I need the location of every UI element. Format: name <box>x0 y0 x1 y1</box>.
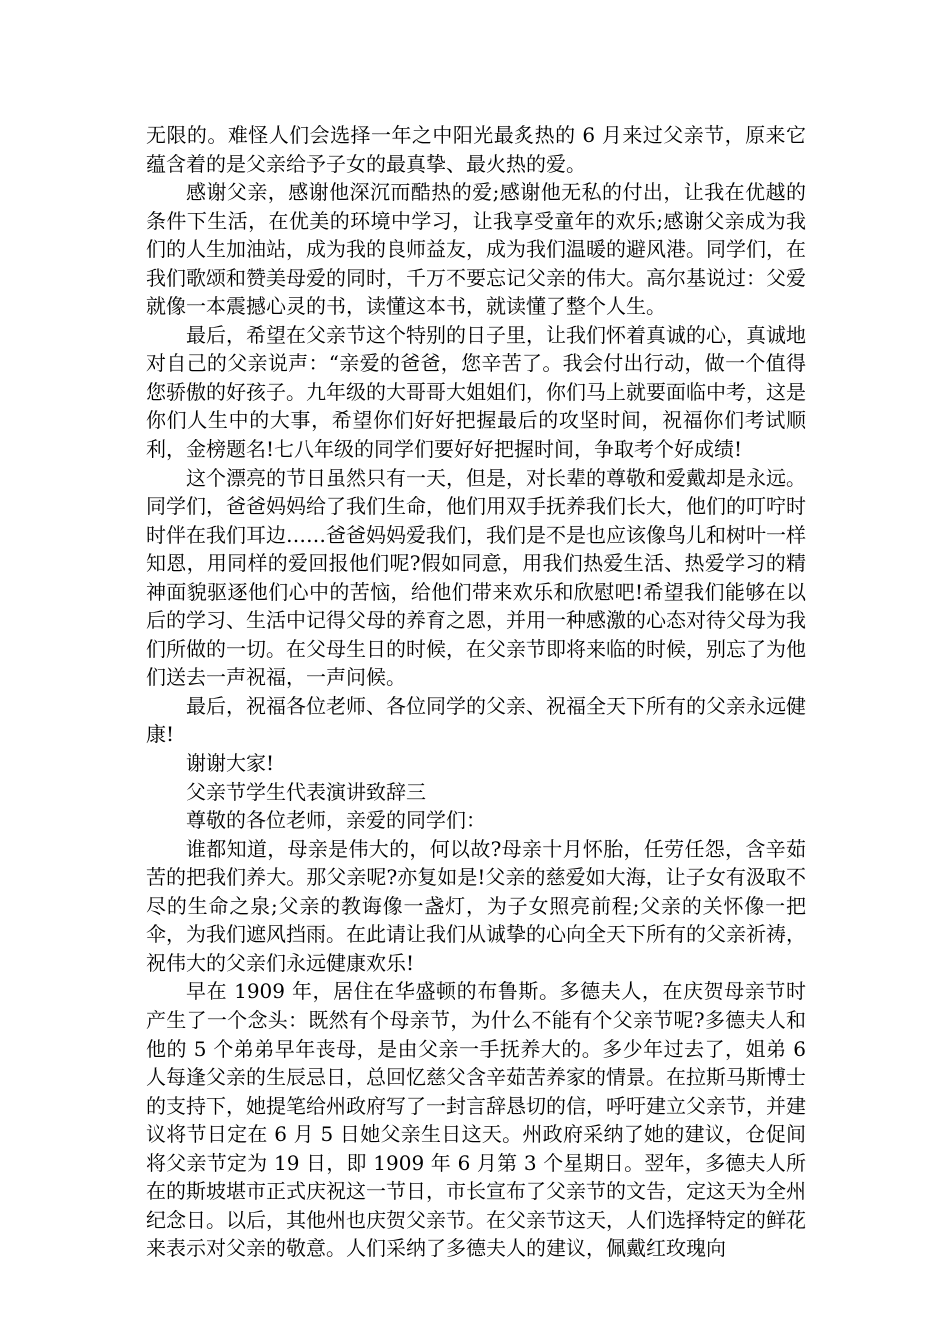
section-heading: 父亲节学生代表演讲致辞三 <box>186 779 426 804</box>
paragraph-10: 早在 1909 年，居住在华盛顿的布鲁斯。多德夫人，在庆贺母亲节时产生了一个念头：既然有个母亲节，为什么不能有个父亲节呢?多德夫人和他的 5 个弟弟早年丧母，是由父亲一手抚养大的。多少年过去了，姐弟 6 人每逢父亲的生辰忌日，总回忆慈父含辛茹苦养家的情景。在拉斯马斯博士的支持下，她提笔给州政府写了一封言辞恳切的信，呼吁建立父亲节，并建议将节日定在 6 月 5 日她父亲生日这天。州政府采纳了她的建议，仓促间将父亲节定为 19 日，即 1909 年 6 月第 3 个星期日。翌年，多德夫人所在的斯坡堪市正式庆祝这一节日，市长宣布了父亲节的文告，定这天为全州纪念日。以后，其他州也庆贺父亲节。在父亲节这天，人们选择特定的鲜花来表示对父亲的敬意。人们采纳了多德夫人的建议，佩戴红玫瑰向 <box>146 979 806 1261</box>
salutation: 尊敬的各位老师，亲爱的同学们： <box>186 808 486 833</box>
paragraph-2: 感谢父亲，感谢他深沉而酷热的爱;感谢他无私的付出，让我在优越的条件下生活，在优美的环境中学习，让我享受童年的欢乐;感谢父亲成为我们的人生加油站，成为我的良师益友，成为我们温暖的避风港。同学们，在我们歌颂和赞美母爱的同时，千万不要忘记父亲的伟大。高尔基说过：父爱就像一本震撼心灵的书，读懂这本书，就读懂了整个人生。 <box>146 180 806 319</box>
document-page <box>146 121 806 1263</box>
paragraph-3: 最后，希望在父亲节这个特别的日子里，让我们怀着真诚的心，真诚地对自己的父亲说声：“亲爱的爸爸，您辛苦了。我会付出行动，做一个值得您骄傲的好孩子。九年级的大哥哥大姐姐们，你们马上就要面临中考，这是你们人生中的大事，希望你们好好把握最后的攻坚时间，祝福你们考试顺利，金榜题名!七八年级的同学们要好好把握时间，争取考个好成绩! <box>146 322 806 462</box>
paragraph-9: 谁都知道，母亲是伟大的，何以故?母亲十月怀胎，任劳任怨，含辛茹苦的把我们养大。那父亲呢?亦复如是!父亲的慈爱如大海，让子女有汲取不尽的生命之泉;父亲的教诲像一盏灯，为子女照亮前程;父亲的关怀像一把伞，为我们遮风挡雨。在此请让我们从诚挚的心向全天下所有的父亲祈祷，祝伟大的父亲们永远健康欢乐! <box>146 836 806 975</box>
paragraph-4: 这个漂亮的节日虽然只有一天，但是，对长辈的尊敬和爱戴却是永远。同学们，爸爸妈妈给了我们生命，他们用双手抚养我们长大，他们的叮咛时时伴在我们耳边……爸爸妈妈爱我们，我们是不是也应该像鸟儿和树叶一样知恩，用同样的爱回报他们呢?假如同意，用我们热爱生活、热爱学习的精神面貌驱逐他们心中的苦恼，给他们带来欢乐和欣慰吧!希望我们能够在以后的学习、生活中记得父母的养育之恩，并用一种感激的心态对待父母为我们所做的一切。在父母生日的时候，在父亲节即将来临的时候，别忘了为他们送去一声祝福，一声问候。 <box>146 465 806 690</box>
paragraph-5: 最后，祝福各位老师、各位同学的父亲、祝福全天下所有的父亲永远健康! <box>146 693 806 747</box>
paragraph-1: 无限的。难怪人们会选择一年之中阳光最炙热的 6 月来过父亲节，原来它蕴含着的是父亲给予子女的最真挚、最火热的爱。 <box>146 123 806 176</box>
paragraph-6: 谢谢大家! <box>186 751 275 776</box>
